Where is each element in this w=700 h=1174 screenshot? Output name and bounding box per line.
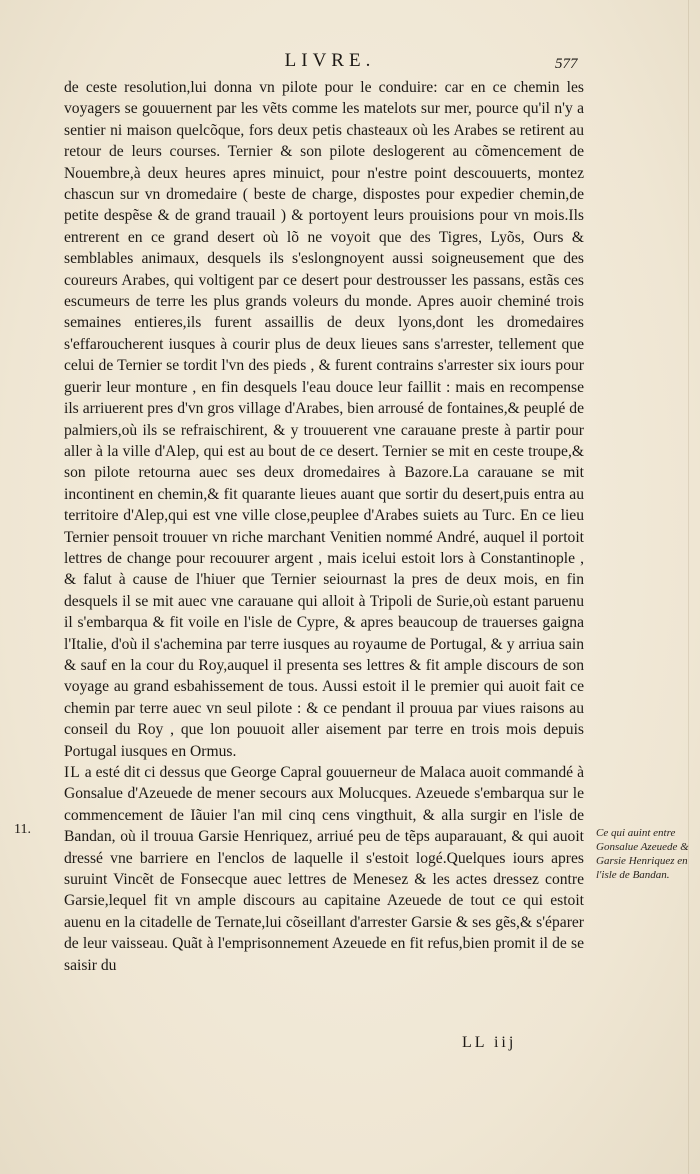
paragraph-azeuede-text: a esté dit ci dessus que George Capral gouuerneur de Malaca auoit commandé à Gonsalue d'Azeuede de mener secours aux Molucques. Azeuede s'embarqua sur le commencement de Iãuier l'an mil cinq cens vingthuit, & alla surgir en l'isle de Bandan, où il trouua Garsie Henriquez, arriué peu de tẽps auparauant, & qui auoit dressé vne barriere en l'enclos de laquelle il s'estoit logé.Quelques iours apres suruint Vincẽt de Fonsecque auec lettres de Menesez & les actes dressez contre Garsie,lequel fit vn ample discours au capitaine Azeuede de tout ce qui estoit auenu en la citadelle de Ternate,lui cõseillant d'arrester Garsie & ses gẽs,& s'éparer de leur vaisseau. Quãt à l'emprisonnement Azeuede en fit refus,bien promit il de se saisir du bbox=[64, 764, 584, 974]
page-edge-shadow bbox=[688, 0, 689, 1174]
marginal-note: Ce qui auint entre Gonsalue Azeuede & Garsie Henriquez en l'isle de Bandan. bbox=[596, 827, 689, 881]
signature-mark: LL iij bbox=[462, 1034, 517, 1051]
paragraph-voyage-ternier: de ceste resolution,lui donna vn pilote pour le conduire: car en ce chemin les voyagers se gouuernent par les vẽts comme les matelots sur mer, pource qu'il n'y a sentier ni maison quelcõque, fors deux petis chasteaux où les Arabes se retirent au retour de leurs courses. Ternier & son pilote deslogerent au cõmencement de Nouembre,à deux heures apres minuict, pour n'estre point descouuerts, montez chascun sur vn dromedaire ( beste de charge, dispostes pour expedier chemin,de petite despẽse & de grand trauail ) & portoyent leurs prouisions pour vn mois.Ils entrerent en ce grand desert où lõ ne voyoit que des Tigres, Lyõs, Ours & semblables animaux, desquels ils s'eslongnoyent aussi soigneusement que des coureurs Arabes, qui voltigent par ce desert pour destrousser les passans, estãs ces escumeurs de terre les plus grands voleurs du monde. Apres auoir cheminé trois semaines entieres,ils furent assaillis de deux lyons,dont les dromedaires s'effaroucherent iusques à courir plus de deux lieues sans s'arrester, tellement que celui de Ternier se tordit l'vn des pieds , & furent contrains s'arrester six iours pour guerir leur monture , en fin desquels l'eau douce leur faillit : mais en recompense ils arriuerent pres d'vn gros village d'Arabes, bien arrousé de fontaines,& peuplé de palmiers,où ils se refraischirent, & y trouuerent vne carauane preste à partir pour aller à la ville d'Alep, qui est au bout de ce desert. Ternier se mit en ceste troupe,& son pilote retourna auec ses deux dromedaires à Bazore.La carauane se mit incontinent en chemin,& fit quarante lieues auant que sortir du desert,puis entra au territoire d'Alep,qui est vne ville close,peuplee d'Arabes suiets au Turc. En ce lieu Ternier pensoit trouuer vn riche marchant Venitien nommé André, auquel il portoit lettres de change pour recouurer argent , mais icelui estoit lors à Constantinople , & falut à cause de l'hiuer que Ternier seiournast la pres de deux mois, en fin desquels il se mit auec vne carauane qui alloit à Tripoli de Surie,où estant paruenu il s'embarqua & fit voile en l'isle de Cypre, & apres beaucoup de trauerses gaigna l'Italie, d'où il s'achemina par terre iusques au royaume de Portugal, & y arriua sain & sauf en la cour du Roy,auquel il presenta ses lettres & fit ample discours de son voyage au grand esbahissement de tous. Aussi estoit il le premier qui auoit fait ce chemin par terre auec vn seul pilote : & ce pendant il prouua par viues raisons au conseil du Roy , que lon pouuoit aller aisement par terre en trois mois depuis Portugal iusques en Ormus. bbox=[64, 79, 584, 760]
section-number: 11. bbox=[14, 822, 31, 837]
running-head-title: LIVRE. bbox=[284, 50, 376, 71]
running-head bbox=[0, 50, 700, 74]
main-text-block bbox=[64, 77, 584, 976]
page-number: 577 bbox=[555, 56, 578, 72]
initial-letters: IL bbox=[64, 764, 81, 781]
paragraph-azeuede bbox=[64, 762, 584, 976]
